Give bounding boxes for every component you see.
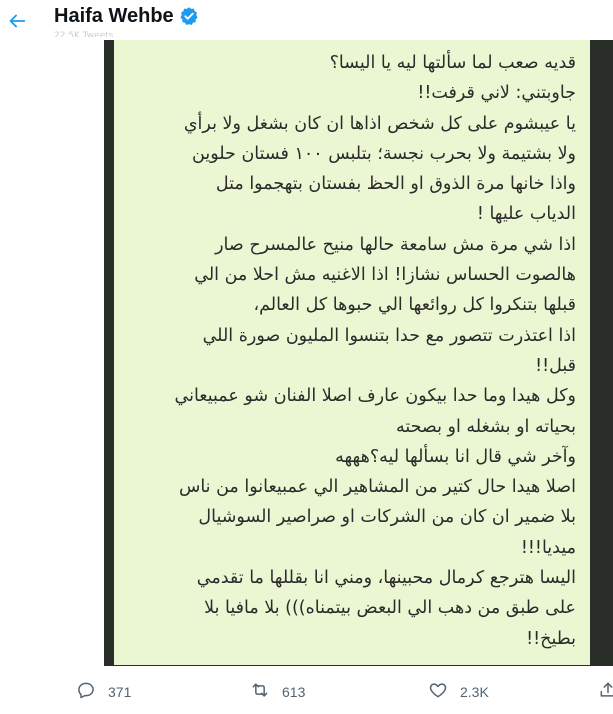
reply-icon bbox=[76, 680, 96, 703]
note-line: الدياب عليها ! bbox=[476, 204, 576, 225]
note-line: ولا بشتيمة ولا بحرب نجسة؛ بتلبس ١٠٠ فستان حلوين bbox=[192, 143, 576, 164]
back-arrow-icon[interactable] bbox=[6, 10, 28, 32]
tweet-image-note[interactable] bbox=[114, 40, 590, 665]
note-line: هالصوت الحساس نشازا! اذا الاغنيه مش احلا من الي bbox=[194, 265, 576, 286]
note-line: يا عيبشوم على كل شخص اذاها ان كان بشغل ولا برأي bbox=[183, 113, 576, 134]
note-line: قبل!! bbox=[535, 355, 576, 376]
profile-name: Haifa Wehbe bbox=[54, 5, 174, 27]
note-line: بحياته او بشغله او بصحته bbox=[395, 416, 576, 437]
reply-button[interactable] bbox=[76, 680, 131, 703]
note-text-body bbox=[114, 40, 590, 654]
note-line: على طبق من دهب الي البعض بيتمناه))) بلا مافيا بلا bbox=[204, 598, 576, 619]
retweet-button[interactable] bbox=[250, 680, 305, 703]
note-line: وآخر شي قال انا بسألها ليه؟هههه bbox=[335, 446, 576, 467]
reply-count: 371 bbox=[108, 683, 132, 700]
note-line: ميديا!!! bbox=[520, 537, 576, 558]
note-line: قديه صعب لما سألتها ليه يا اليسا؟ bbox=[329, 53, 576, 73]
retweet-count: 613 bbox=[282, 683, 306, 700]
header-title-block bbox=[54, 3, 199, 37]
note-line: قبلها بتنكروا كل روائعها الي حبوها كل العالم، bbox=[253, 295, 576, 316]
tweet-action-bar bbox=[0, 666, 613, 714]
tweet-count: 22.5K Tweets bbox=[54, 31, 114, 37]
note-line: جاوبتني: لاني قرفت!! bbox=[417, 83, 576, 104]
note-line: بلا ضمير ان كان من الشركات او صراصير السوشيال bbox=[198, 507, 576, 528]
note-line: اصلا هيدا حال كتير من المشاهير الي عمبيعانوا من ناس bbox=[178, 477, 576, 498]
share-button[interactable] bbox=[598, 680, 613, 703]
note-line: وكل هيدا وما حدا بيكون عارف اصلا الفنان شو عمبيعاني bbox=[174, 386, 576, 407]
profile-name-row[interactable] bbox=[54, 3, 199, 29]
note-line: واذا خانها مرة الذوق او الحظ بفستان بتهجموا متل bbox=[215, 174, 576, 195]
verified-badge-icon bbox=[179, 6, 199, 26]
note-line: بطيخ!! bbox=[526, 628, 576, 649]
note-line: اذا شي مرة مش سامعة حالها منيح عالمسرح صار bbox=[215, 234, 576, 255]
note-line: اذا اعتذرت تتصور مع حدا بتنسوا المليون صورة اللي bbox=[202, 325, 576, 346]
heart-icon bbox=[428, 680, 448, 703]
like-count: 2.3K bbox=[460, 683, 489, 700]
like-button[interactable] bbox=[428, 680, 489, 703]
tweet-header bbox=[0, 0, 613, 40]
note-line: اليسا هترجع كرمال محبينها، ومني انا بقللها ما تقدمي bbox=[196, 568, 576, 589]
share-icon bbox=[598, 680, 613, 703]
retweet-icon bbox=[250, 680, 270, 703]
